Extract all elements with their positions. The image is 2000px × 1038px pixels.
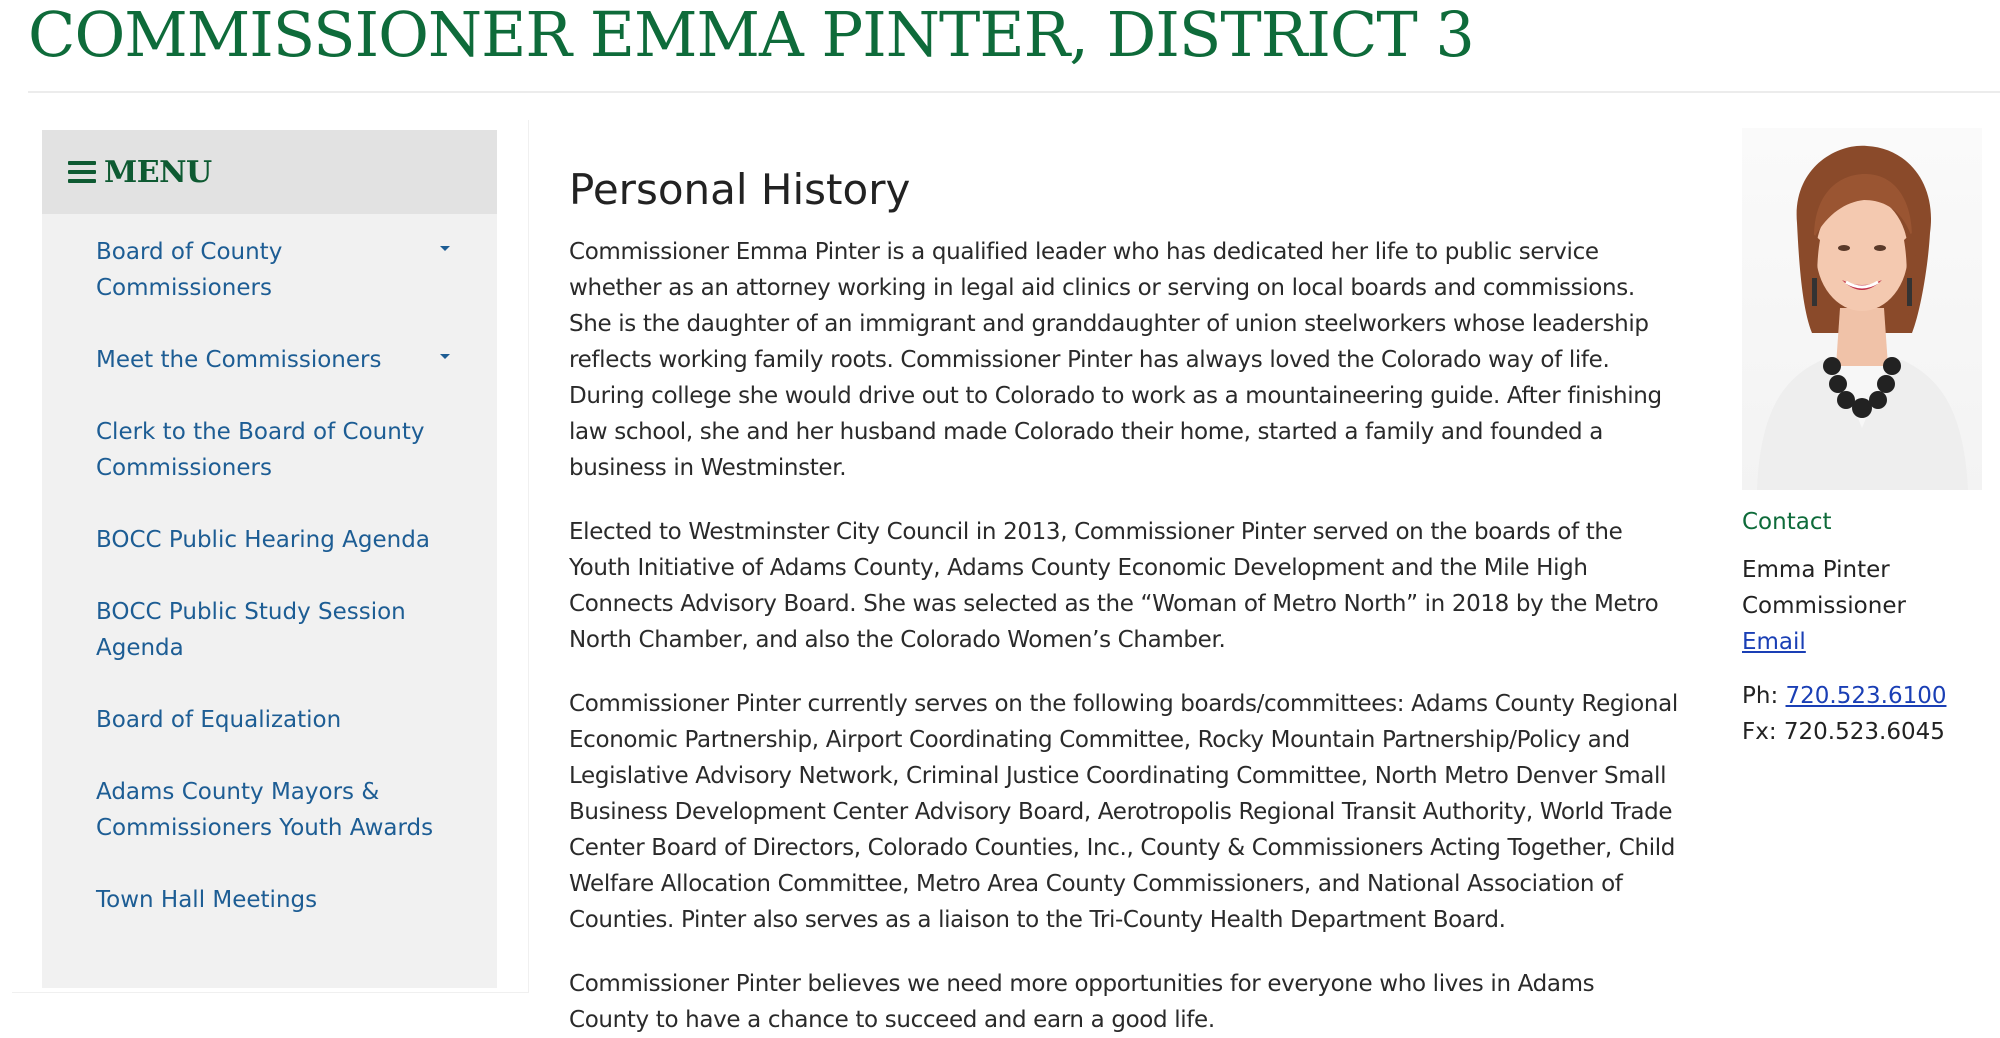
sidebar-item-board-of-county-commissioners[interactable] [96, 234, 436, 306]
sidebar-item-label: Board of Equalization [96, 707, 342, 733]
phone-link[interactable]: 720.523.6100 [1785, 683, 1947, 709]
fax-number: 720.523.6045 [1783, 719, 1945, 745]
fax-prefix: Fx: [1742, 719, 1784, 745]
email-link[interactable]: Email [1742, 629, 1806, 655]
sidebar-item-label: BOCC Public Study Session Agenda [96, 599, 406, 661]
page-title: COMMISSIONER EMMA PINTER, DISTRICT 3 [28, 0, 1474, 71]
sidebar-item-youth-awards[interactable] [96, 774, 436, 846]
bio-paragraph: Commissioner Pinter currently serves on the following boards/committees: Adams County Regional Economic Partnership, Airport Coordinating Committee, Rocky Mountain Partnership/Policy and Legislative Advisory Network, Criminal Justice Coordinating Committee, North Metro Denver Small Business Development Center Advisory Board, Aerotropolis Regional Transit Authority, World Trade Center Board of Directors, Colorado Counties, Inc., County & Commissioners Acting Together, Child Welfare Allocation Committee, Metro Area County Commissioners, and National Association of Counties. Pinter also serves as a liaison to the Tri-County Health Department Board. [569, 691, 1678, 933]
phone-row [1742, 678, 1992, 714]
hamburger-menu-icon [68, 161, 96, 183]
sidebar-item-town-hall-meetings[interactable] [96, 882, 436, 918]
bio-paragraph: Commissioner Pinter believes we need more opportunities for everyone who lives in Adams County to have a chance to succeed and earn a good life. [569, 971, 1595, 1033]
sidebar-item-label: Town Hall Meetings [96, 887, 318, 913]
sidebar-nav [42, 130, 497, 988]
sidebar-item-label: Meet the Commissioners [96, 347, 382, 373]
sidebar-item-bocc-public-hearing-agenda[interactable] [96, 522, 436, 558]
contact-name: Emma Pinter [1742, 557, 1890, 583]
sidebar-item-label: BOCC Public Hearing Agenda [96, 527, 430, 553]
menu-label: MENU [104, 154, 212, 190]
commissioner-portrait [1742, 128, 1982, 490]
bio-paragraph: Commissioner Emma Pinter is a qualified leader who has dedicated her life to public service whether as an attorney working in legal aid clinics or serving on local boards and commissions. She is the daughter of an immigrant and granddaughter of union steelworkers whose leadership reflects working family roots. Commissioner Pinter has always loved the Colorado way of life. During college she would drive out to Colorado to work as a mountaineering guide. After finishing law school, she and her husband made Colorado their home, started a family and founded a business in Westminster. [569, 239, 1662, 481]
contact-heading: Contact [1742, 509, 1832, 535]
sidebar-item-bocc-public-study-session-agenda[interactable] [96, 594, 436, 666]
phone-prefix: Ph: [1742, 683, 1786, 709]
sidebar-item-board-of-equalization[interactable] [96, 702, 436, 738]
chevron-down-icon[interactable] [440, 354, 450, 359]
sidebar-item-clerk-to-the-board[interactable] [96, 414, 436, 486]
sidebar-item-label: Clerk to the Board of County Commissioners [96, 419, 425, 481]
sidebar-item-meet-the-commissioners[interactable] [96, 342, 436, 378]
sidebar-item-label: Adams County Mayors & Commissioners Youth Awards [96, 779, 434, 841]
chevron-down-icon[interactable] [440, 246, 450, 251]
contact-role: Commissioner [1742, 593, 1906, 619]
menu-toggle[interactable] [42, 130, 497, 214]
title-divider [28, 91, 2000, 93]
main-content [569, 160, 1679, 1038]
fax-row [1742, 714, 1992, 750]
sidebar-item-label: Board of County Commissioners [96, 239, 283, 301]
section-heading: Personal History [569, 165, 911, 214]
contact-card [1742, 504, 1992, 750]
bio-paragraph: Elected to Westminster City Council in 2013, Commissioner Pinter served on the boards of the Youth Initiative of Adams County, Adams County Economic Development and the Mile High Connects Advisory Board. She was selected as the “Woman of Metro North” in 2018 by the Metro North Chamber, and also the Colorado Women’s Chamber. [569, 519, 1659, 653]
